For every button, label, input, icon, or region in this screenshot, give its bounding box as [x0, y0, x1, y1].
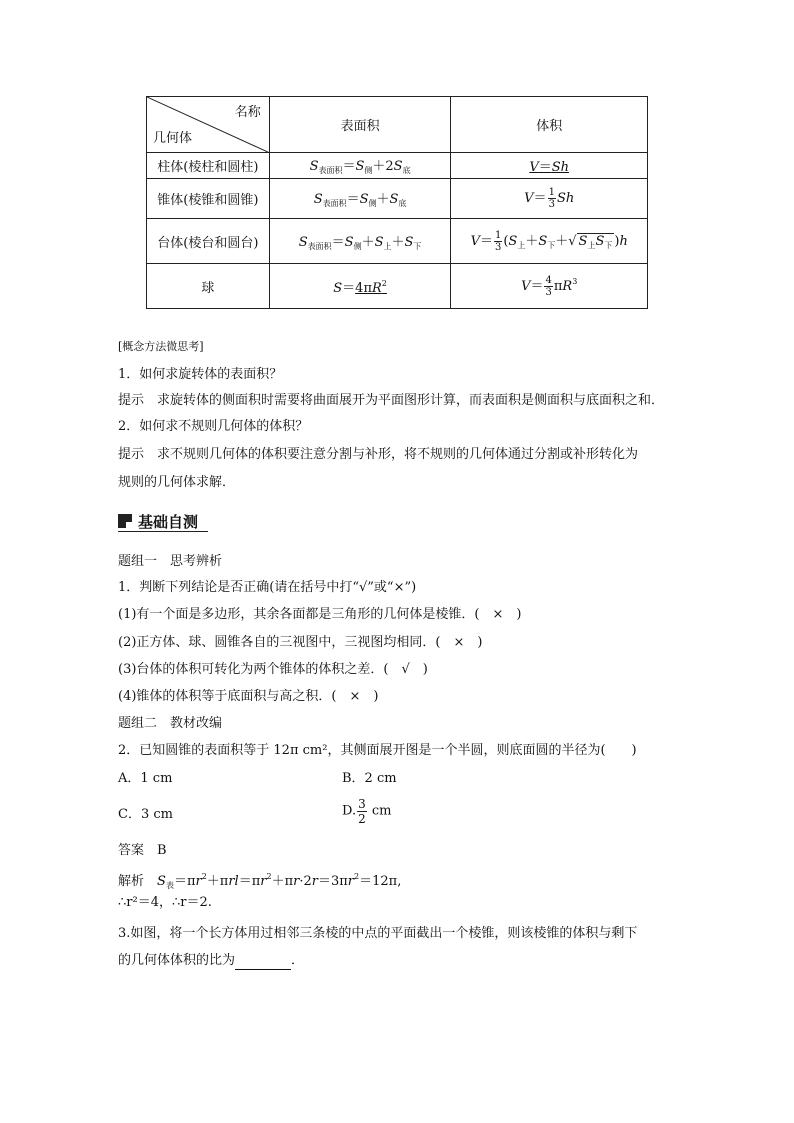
concept-a2-line2: 规则的几何体求解．	[118, 475, 236, 490]
group2-title: 题组二 教材改编	[118, 716, 223, 731]
formula-prism-surface: $S_{表面积}=S_侧+2S_底$	[269, 153, 451, 179]
concept-q2: 2．如何求不规则几何体的体积？	[118, 419, 309, 434]
header-solid: 几何体	[153, 131, 193, 146]
concept-a1: 提示 求旋转体的侧面积时需要将曲面展开为平面图形计算，而表面积是侧面积与底面积之和．	[118, 393, 665, 408]
formula-frustum-volume: V＝ $\frac{1}{3}$ ($S_上+S_下+√$ $S_上S_下$ )h	[451, 219, 648, 264]
analysis-line1: 解析 $S_表=\pi r^2+\pi rl=\pi r^2+\pi r\cdot 2r=3\pi r^2=12\pi$,	[118, 872, 402, 890]
answer-blank	[235, 956, 291, 970]
formula-sphere-surface: $S=4\pi R^2$	[269, 264, 451, 309]
formula-table	[146, 96, 648, 309]
col-volume-header: 体积	[451, 97, 648, 153]
diagonal-header-cell	[147, 97, 270, 153]
answer-value: B	[157, 843, 167, 858]
concept-header: [概念方法微思考]	[118, 340, 204, 353]
option-c: C．3 cm	[118, 807, 173, 822]
group1-title: 题组一 思考辨析	[118, 554, 223, 569]
answer	[118, 842, 167, 860]
group1-item-3: (3)台体的体积可转化为两个锥体的体积之差．( √ )	[118, 662, 428, 677]
header-name: 名称	[234, 105, 261, 120]
analysis-label: 解析	[118, 874, 145, 889]
formula-pyramid-surface: $S_{表面积}=S_侧+S_底$	[269, 179, 451, 219]
row-name-prism: 柱体(棱柱和圆柱)	[147, 153, 270, 179]
formula-prism-volume: V＝Sh	[451, 153, 648, 179]
row-name-frustum: 台体(棱台和圆台)	[147, 219, 270, 264]
option-b: B．2 cm	[342, 771, 397, 786]
row-name-pyramid: 锥体(棱锥和圆锥)	[147, 179, 270, 219]
concept-a2: 提示 求不规则几何体的体积要注意分割与补形，将不规则的几何体通过分割或补形转化为	[118, 447, 639, 462]
option-d: D. $\frac{3}{2}$ cm	[342, 797, 392, 826]
group2-q3-line2: 的几何体体积的比为 ．	[118, 953, 305, 968]
formula-frustum-surface: $S_{表面积}=S_侧+S_上+S_下$	[269, 219, 451, 264]
row-name-sphere: 球	[147, 264, 270, 309]
formula-pyramid-volume: V＝ $\frac{1}{3}$ Sh	[451, 179, 648, 219]
group2-q3-line1: 3.如图，将一个长方体用过相邻三条棱的中点的平面截出一个棱锥，则该棱锥的体积与剩下	[118, 926, 638, 941]
group1-item-4: (4)锥体的体积等于底面积与高之积．( × )	[118, 689, 379, 704]
answer-label: 答案	[118, 843, 145, 858]
section-title: 基础自测	[138, 513, 199, 531]
formula-sphere-volume: V＝ $\frac{4}{3}$ $\pi R^3$	[451, 264, 648, 309]
hint-label: 提示	[118, 447, 145, 462]
group1-item-2: (2)正方体、球、圆锥各自的三视图中，三视图均相同．( × )	[118, 635, 483, 650]
option-a: A．1 cm	[118, 771, 173, 786]
analysis-line2: ∴r²＝4，∴r＝2.	[118, 895, 212, 910]
section-underline	[118, 531, 208, 532]
concept-q1: 1．如何求旋转体的表面积？	[118, 367, 283, 382]
hint-label: 提示	[118, 393, 145, 408]
group2-q2: 2．已知圆锥的表面积等于 12π cm²，其侧面展开图是一个半圆，则底面圆的半径为( )	[118, 743, 637, 758]
section-icon	[118, 514, 132, 528]
group1-q1: 1．判断下列结论是否正确(请在括号中打“√”或“×”)	[118, 580, 417, 595]
group1-item-1: (1)有一个面是多边形，其余各面都是三角形的几何体是棱锥．( × )	[118, 607, 522, 622]
col-surface-header: 表面积	[269, 97, 451, 153]
